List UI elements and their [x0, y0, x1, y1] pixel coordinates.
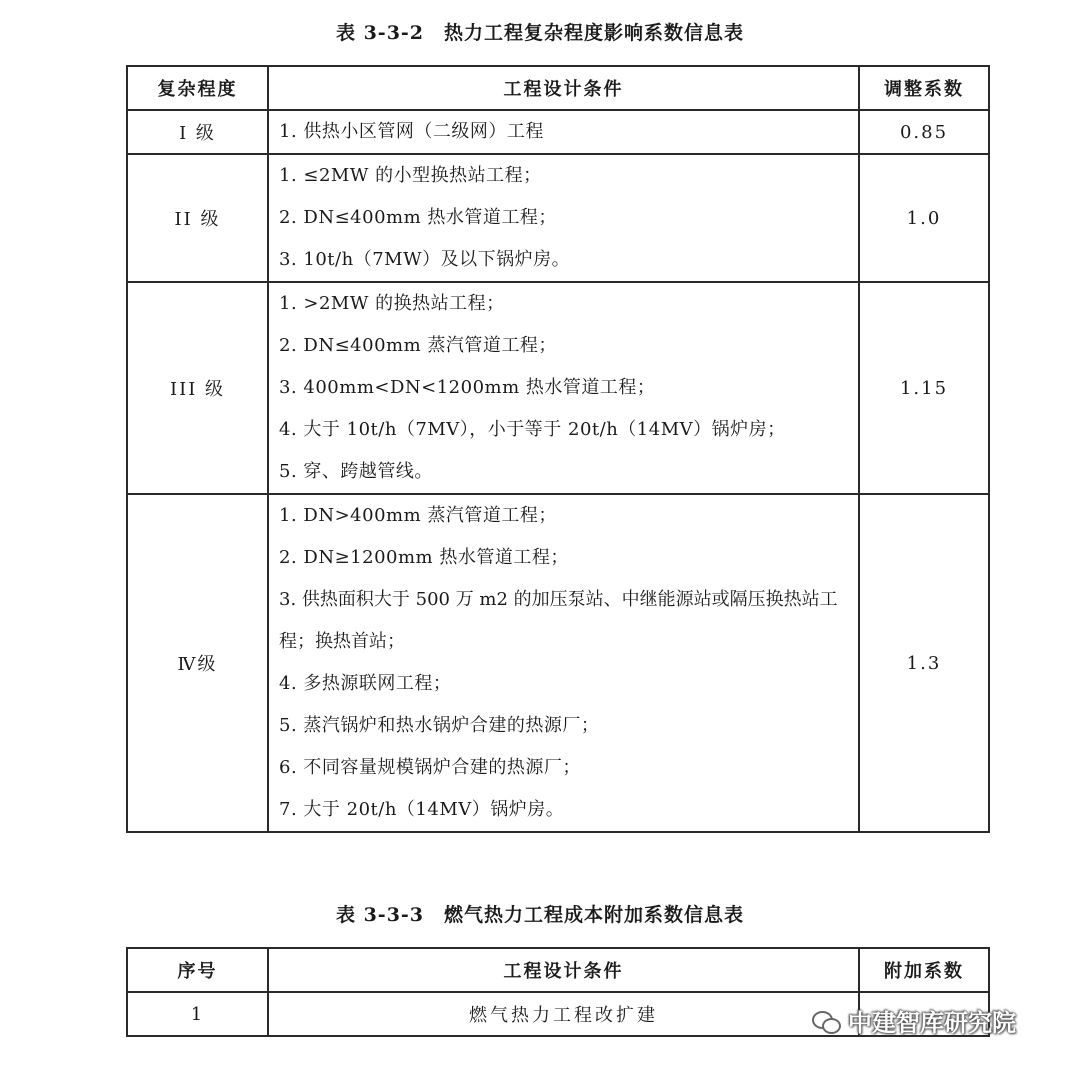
header-complexity: 复杂程度: [127, 66, 268, 110]
number-cell: 1: [127, 992, 268, 1036]
table-row: [127, 494, 989, 832]
condition-line: 4. 多热源联网工程；: [279, 673, 452, 694]
condition-line: 2. DN≤400mm 蒸汽管道工程；: [279, 335, 557, 356]
level-cell: III 级: [127, 282, 268, 494]
table1-caption: 表 3-3-2 热力工程复杂程度影响系数信息表: [335, 22, 745, 44]
header-conditions: 工程设计条件: [268, 948, 859, 992]
level-cell: II 级: [127, 154, 268, 282]
table-row: [127, 154, 989, 282]
condition-line: 7. 大于 20t/h（14MV）锅炉房。: [279, 799, 565, 820]
condition-line: 1. >2MW 的换热站工程；: [279, 293, 505, 314]
watermark-text: 中建智库研究院: [848, 1009, 1016, 1037]
coefficient-cell: 1.15: [859, 282, 989, 494]
conditions-cell: [268, 494, 859, 832]
condition-line: 5. 蒸汽锅炉和热水锅炉合建的热源厂；: [279, 715, 600, 736]
condition-line: 1. DN>400mm 蒸汽管道工程；: [279, 505, 557, 526]
condition-line: 4. 大于 10t/h（7MV），小于等于 20t/h（14MV）锅炉房；: [279, 419, 786, 440]
table-header-row: [127, 948, 989, 992]
conditions-cell: 燃气热力工程改扩建: [268, 992, 859, 1036]
conditions-cell: [268, 282, 859, 494]
condition-line: 6. 不同容量规模锅炉合建的热源厂；: [279, 757, 581, 778]
level-cell: Ⅳ级: [127, 494, 268, 832]
header-conditions: 工程设计条件: [268, 66, 859, 110]
condition-line: 3. 供热面积大于 500 万 m2 的加压泵站、中继能源站或隔压换热站工程；换热首站；: [279, 589, 838, 652]
level-cell: I 级: [127, 110, 268, 154]
watermark: [812, 1003, 1016, 1038]
coefficient-cell: 1.0: [859, 154, 989, 282]
header-number: 序号: [127, 948, 268, 992]
condition-line: 3. 400mm<DN<1200mm 热水管道工程；: [279, 377, 656, 398]
header-additional-coefficient: 附加系数: [859, 948, 989, 992]
condition-line: 1. ≤2MW 的小型换热站工程；: [279, 165, 542, 186]
complexity-table: [126, 65, 990, 833]
condition-line: 3. 10t/h（7MW）及以下锅炉房。: [279, 249, 571, 270]
conditions-cell: [268, 154, 859, 282]
wechat-icon: [812, 1009, 842, 1033]
condition-line: 5. 穿、跨越管线。: [279, 461, 433, 482]
condition-line: 1. 供热小区管网（二级网）工程: [279, 121, 544, 142]
condition-line: 2. DN≤400mm 热水管道工程；: [279, 207, 557, 228]
coefficient-cell: 0.85: [859, 110, 989, 154]
conditions-cell: [268, 110, 859, 154]
header-coefficient: 调整系数: [859, 66, 989, 110]
table2-caption: 表 3-3-3 燃气热力工程成本附加系数信息表: [335, 904, 745, 926]
table-header-row: [127, 66, 989, 110]
table-row: [127, 110, 989, 154]
condition-line: 2. DN≥1200mm 热水管道工程；: [279, 547, 569, 568]
table-row: [127, 282, 989, 494]
coefficient-cell: 1.3: [859, 494, 989, 832]
